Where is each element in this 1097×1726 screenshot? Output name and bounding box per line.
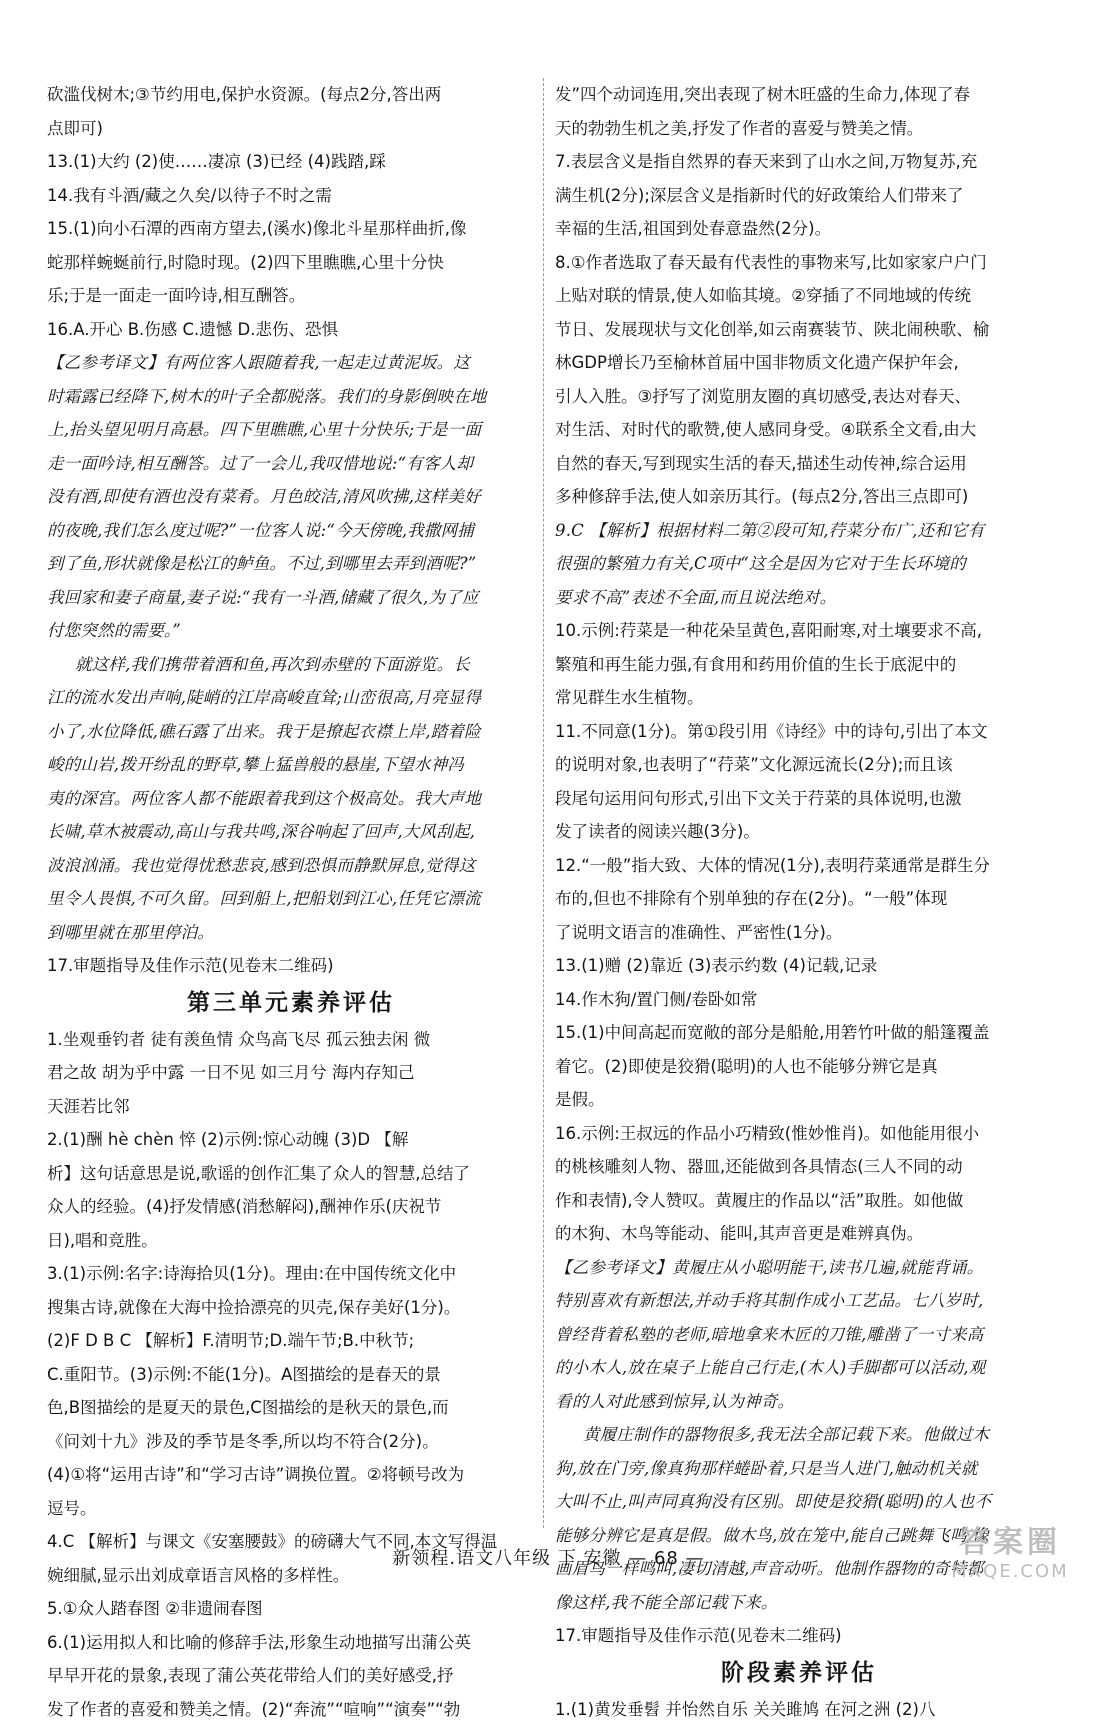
answer-line: 12.“一般”指大致、大体的情况(1分),表明荇菜通常是群生分 — [555, 849, 1043, 883]
answer-line: 14.作木狗/置门侧/卷卧如常 — [555, 983, 1043, 1017]
translation-line: 时霜露已经降下,树木的叶子全都脱落。我们的身影倒映在地 — [47, 380, 535, 414]
answer-line: 自然的春天,写到现实生活的春天,描述生动传神,综合运用 — [555, 447, 1043, 481]
translation-line: 没有酒,即使有酒也没有菜肴。月色皎洁,清风吹拂,这样美好 — [47, 480, 535, 514]
answer-line: 常见群生水生植物。 — [555, 681, 1043, 715]
answer-line: 繁殖和再生能力强,有食用和药用价值的生长于底泥中的 — [555, 648, 1043, 682]
translation-line: 里令人畏惧,不可久留。回到船上,把船划到江心,任凭它漂流 — [47, 882, 535, 916]
answer-line: 的说明对象,也表明了“荇菜”文化源远流长(2分);而且该 — [555, 748, 1043, 782]
answer-line: 3.(1)示例:名字:诗海拾贝(1分)。理由:在中国传统文化中 — [47, 1257, 535, 1291]
answer-line: 早早开花的景象,表现了蒲公英花带给人们的美好感受,抒 — [47, 1659, 535, 1693]
translation-line: 到哪里就在那里停泊。 — [47, 916, 535, 950]
translation-line: 上,抬头望见明月高悬。四下里瞧瞧,心里十分快乐;于是一面 — [47, 413, 535, 447]
answer-line: 色,B图描绘的是夏天的景色,C图描绘的是秋天的景色,而 — [47, 1391, 535, 1425]
translation-line: 特别喜欢有新想法,并动手将其制作成小工艺品。七八岁时, — [555, 1284, 1043, 1318]
translation-line: 【乙参考译文】有两位客人跟随着我,一起走过黄泥坂。这 — [47, 346, 535, 380]
translation-line: 9.C 【解析】根据材料二第②段可知,荇菜分布广,还和它有 — [555, 514, 1043, 548]
translation-line: 波浪汹涌。我也觉得忧愁悲哀,感到恐惧而静默屏息,觉得这 — [47, 849, 535, 883]
answer-line: 搜集古诗,就像在大海中捡拾漂亮的贝壳,保存美好(1分)。 — [47, 1291, 535, 1325]
answer-line: 婉细腻,显示出刘成章语言风格的多样性。 — [47, 1559, 535, 1593]
translation-line: 的夜晚,我们怎么度过呢?”一位客人说:“今天傍晚,我撒网捕 — [47, 514, 535, 548]
answer-line: 蛇那样蜿蜒前行,时隐时现。(2)四下里瞧瞧,心里十分快 — [47, 246, 535, 280]
answer-line: 13.(1)大约 (2)使……凄凉 (3)已经 (4)践踏,踩 — [47, 145, 535, 179]
answer-line: 是假。 — [555, 1083, 1043, 1117]
answer-line: 13.(1)赠 (2)靠近 (3)表示约数 (4)记载,记录 — [555, 949, 1043, 983]
translation-line: 的小木人,放在桌子上能自己行走,(木人)手脚都可以活动,观 — [555, 1351, 1043, 1385]
translation-line: 黄履庄制作的器物很多,我无法全部记载下来。他做过木 — [555, 1418, 1043, 1452]
answer-line: 14.我有斗酒/藏之久矣/以待子不时之需 — [47, 179, 535, 213]
translation-line: 曾经背着私塾的老师,暗地拿来木匠的刀锥,雕凿了一寸来高 — [555, 1318, 1043, 1352]
answer-line: 布的,但也不排除有个别单独的存在(2分)。“一般”体现 — [555, 882, 1043, 916]
answer-line: 乐;于是一面走一面吟诗,相互酬答。 — [47, 279, 535, 313]
answer-line: 析】这句话意思是说,歌谣的创作汇集了众人的智慧,总结了 — [47, 1157, 535, 1191]
column-divider — [543, 78, 544, 1528]
answer-line: 作和表情),令人赞叹。黄履庄的作品以“活”取胜。如他做 — [555, 1184, 1043, 1218]
translation-line: 付您突然的需要。” — [47, 614, 535, 648]
translation-line: 像这样,我不能全部记载下来。 — [555, 1586, 1043, 1620]
answer-line: 15.(1)向小石潭的西南方望去,(溪水)像北斗星那样曲折,像 — [47, 212, 535, 246]
answer-line: 天的勃勃生机之美,抒发了作者的喜爱与赞美之情。 — [555, 112, 1043, 146]
answer-line: 10.示例:荇菜是一种花朵呈黄色,喜阳耐寒,对土壤要求不高, — [555, 614, 1043, 648]
answer-line: 的桃核雕刻人物、器皿,还能做到各具情态(三人不同的动 — [555, 1150, 1043, 1184]
answer-line: 1.(1)黄发垂髫 并怡然自乐 关关雎鸠 在河之洲 (2)八 — [555, 1693, 1043, 1726]
translation-line: 看的人对此感到惊异,认为神奇。 — [555, 1385, 1043, 1419]
translation-line: 我回家和妻子商量,妻子说:“我有一斗酒,储藏了很久,为了应 — [47, 581, 535, 615]
answer-line: 满生机(2分);深层含义是指新时代的好政策给人们带来了 — [555, 179, 1043, 213]
answer-line: 幸福的生活,祖国到处春意盎然(2分)。 — [555, 212, 1043, 246]
answer-line: 了说明文语言的准确性、严密性(1分)。 — [555, 916, 1043, 950]
answer-line: 6.(1)运用拟人和比喻的修辞手法,形象生动地描写出蒲公英 — [47, 1626, 535, 1660]
translation-line: 到了鱼,形状就像是松江的鲈鱼。不过,到哪里去弄到酒呢?” — [47, 547, 535, 581]
answer-line: 发了作者的喜爱和赞美之情。(2)“奔流”“喧响”“演奏”“勃 — [47, 1693, 535, 1726]
answer-line: 7.表层含义是指自然界的春天来到了山水之间,万物复苏,充 — [555, 145, 1043, 179]
right-column — [555, 78, 1043, 1726]
answer-line: 多种修辞手法,使人如亲历其行。(每点2分,答出三点即可) — [555, 480, 1043, 514]
translation-line: 【乙参考译文】黄履庄从小聪明能干,读书几遍,就能背诵。 — [555, 1251, 1043, 1285]
translation-line: 小了,水位降低,礁石露了出来。我于是撩起衣襟上岸,踏着险 — [47, 715, 535, 749]
translation-line: 能够分辨它是真是假。做木鸟,放在笼中,能自己跳舞飞鸣,像 — [555, 1519, 1043, 1553]
answer-line: 17.审题指导及佳作示范(见卷末二维码) — [555, 1619, 1043, 1653]
answer-line: 上贴对联的情景,使人如临其境。②穿插了不同地域的传统 — [555, 279, 1043, 313]
answer-line: 君之故 胡为乎中露 一日不见 如三月兮 海内存知己 — [47, 1056, 535, 1090]
answer-line: C.重阳节。(3)示例:不能(1分)。A图描绘的是春天的景 — [47, 1358, 535, 1392]
answer-line: 对生活、对时代的歌赞,使人感同身受。④联系全文看,由大 — [555, 413, 1043, 447]
answer-line: (2)F D B C 【解析】F.清明节;D.端午节;B.中秋节; — [47, 1324, 535, 1358]
watermark-url: MXQE.COM — [935, 1560, 1085, 1584]
answer-line: (4)①将“运用古诗”和“学习古诗”调换位置。②将顿号改为 — [47, 1458, 535, 1492]
answer-line: 逗号。 — [47, 1492, 535, 1526]
answer-line: 15.(1)中间高起而宽敞的部分是船舱,用箬竹叶做的船篷覆盖 — [555, 1016, 1043, 1050]
watermark-logo-text: 答案圈 — [935, 1526, 1085, 1560]
section-heading: 第三单元素养评估 — [47, 983, 535, 1023]
answer-line: 11.不同意(1分)。第①段引用《诗经》中的诗句,引出了本文 — [555, 715, 1043, 749]
answer-line: 4.C 【解析】与课文《安塞腰鼓》的磅礴大气不同,本文写得温 — [47, 1525, 535, 1559]
translation-line: 画眉鸟一样鸣叫,凄切清越,声音动听。他制作器物的奇特都 — [555, 1552, 1043, 1586]
answer-line: 天涯若比邻 — [47, 1090, 535, 1124]
answer-line: 《问刘十九》涉及的季节是冬季,所以均不符合(2分)。 — [47, 1425, 535, 1459]
answer-line: 节日、发展现状与文化创举,如云南赛装节、陕北闹秧歌、榆 — [555, 313, 1043, 347]
answer-line: 16.示例:王叔远的作品小巧精致(惟妙惟肖)。如他能用很小 — [555, 1117, 1043, 1151]
translation-line: 江的流水发出声响,陡峭的江岸高峻直耸;山峦很高,月亮显得 — [47, 681, 535, 715]
left-column — [47, 78, 535, 1726]
answer-line: 2.(1)酬 hè chèn 悴 (2)示例:惊心动魄 (3)D 【解 — [47, 1123, 535, 1157]
translation-line: 夷的深宫。两位客人都不能跟着我到这个极高处。我大声地 — [47, 782, 535, 816]
answer-line: 17.审题指导及佳作示范(见卷末二维码) — [47, 949, 535, 983]
answer-line: 林GDP增长乃至榆林首届中国非物质文化遗产保护年会, — [555, 346, 1043, 380]
answer-line: 日),唱和竞胜。 — [47, 1224, 535, 1258]
translation-line: 长啸,草木被震动,高山与我共鸣,深谷响起了回声,大风刮起, — [47, 815, 535, 849]
translation-line: 峻的山岩,拨开纷乱的野草,攀上猛兽般的悬崖,下望水神冯 — [47, 748, 535, 782]
answer-line: 16.A.开心 B.伤感 C.遗憾 D.悲伤、恐惧 — [47, 313, 535, 347]
answer-line: 的木狗、木鸟等能动、能叫,其声音更是难辨真伪。 — [555, 1217, 1043, 1251]
answer-line: 砍滥伐树木;③节约用电,保护水资源。(每点2分,答出两 — [47, 78, 535, 112]
translation-line: 大叫不止,叫声同真狗没有区别。即使是狡猾(聪明)的人也不 — [555, 1485, 1043, 1519]
translation-line: 就这样,我们携带着酒和鱼,再次到赤壁的下面游览。长 — [47, 648, 535, 682]
answer-line: 点即可) — [47, 112, 535, 146]
page-footer: 新领程.语文八年级 下 安徽 — 68 — — [0, 1544, 1097, 1570]
section-heading: 阶段素养评估 — [555, 1653, 1043, 1693]
translation-line: 很强的繁殖力有关,C项中“这全是因为它对于生长环境的 — [555, 547, 1043, 581]
answer-line: 5.①众人踏春图 ②非遗闹春图 — [47, 1592, 535, 1626]
answer-line: 1.坐观垂钓者 徒有羡鱼情 众鸟高飞尽 孤云独去闲 微 — [47, 1023, 535, 1057]
answer-line: 着它。(2)即使是狡猾(聪明)的人也不能够分辨它是真 — [555, 1050, 1043, 1084]
answer-line: 发了读者的阅读兴趣(3分)。 — [555, 815, 1043, 849]
answer-line: 8.①作者选取了春天最有代表性的事物来写,比如家家户户门 — [555, 246, 1043, 280]
answer-line: 引人入胜。③抒写了浏览朋友圈的真切感受,表达对春天、 — [555, 380, 1043, 414]
translation-line: 要求不高”表述不全面,而且说法绝对。 — [555, 581, 1043, 615]
translation-line: 狗,放在门旁,像真狗那样蜷卧着,只是当人进门,触动机关就 — [555, 1452, 1043, 1486]
translation-line: 走一面吟诗,相互酬答。过了一会儿,我叹惜地说:“有客人却 — [47, 447, 535, 481]
answer-line: 众人的经验。(4)抒发情感(消愁解闷),酬神作乐(庆祝节 — [47, 1190, 535, 1224]
answer-line: 段尾句运用问句形式,引出下文关于荇菜的具体说明,也激 — [555, 782, 1043, 816]
answer-line: 发”四个动词连用,突出表现了树木旺盛的生命力,体现了春 — [555, 78, 1043, 112]
site-watermark — [935, 1526, 1085, 1590]
